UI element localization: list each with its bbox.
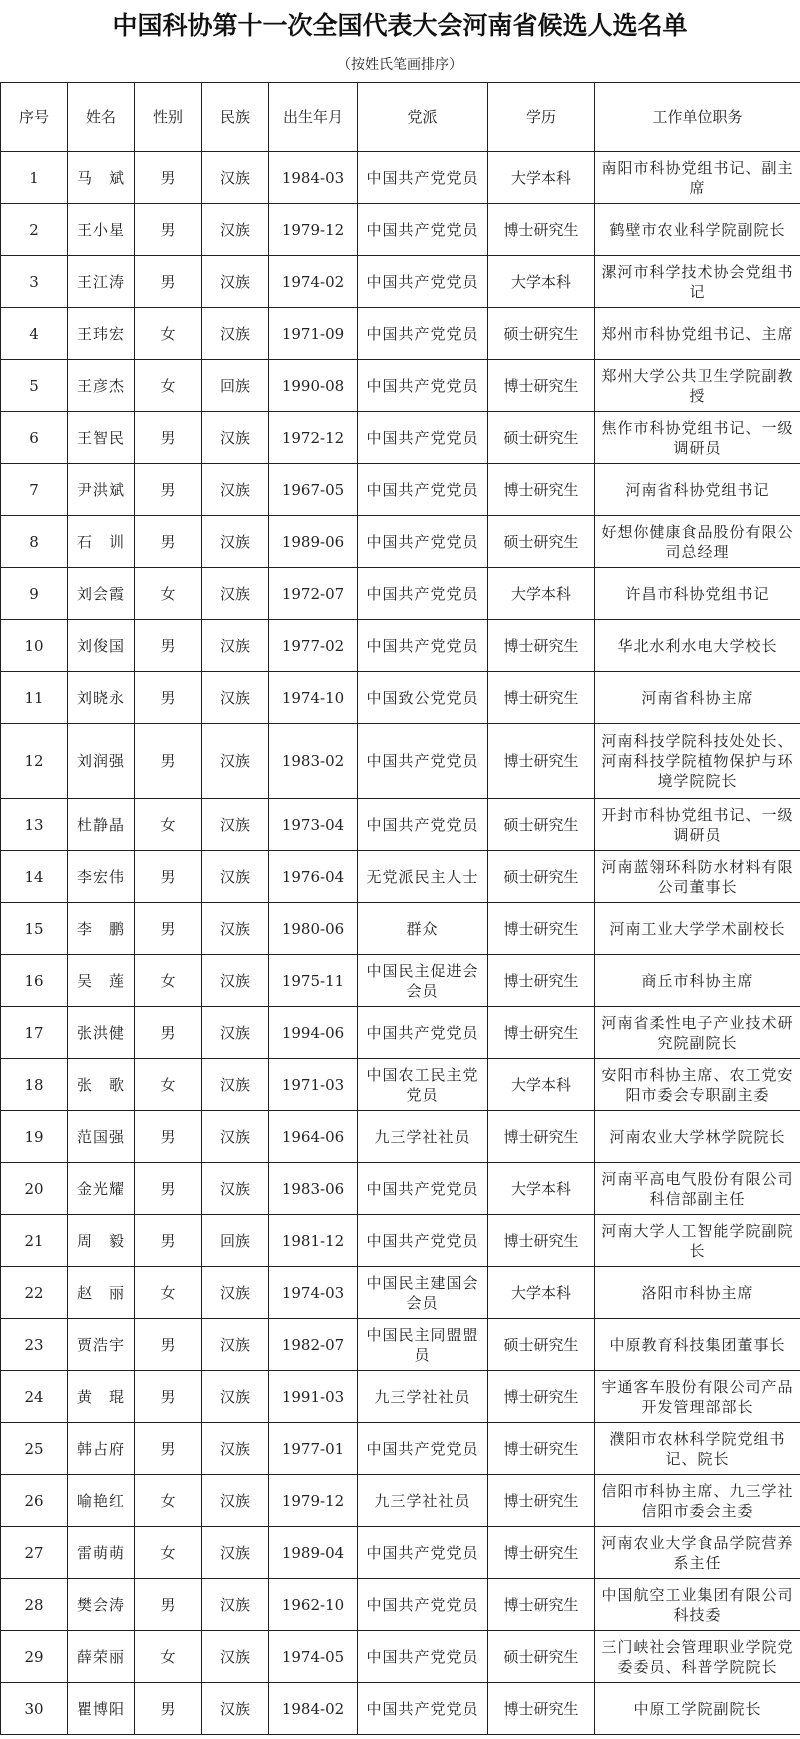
row-number: 28 <box>1 1579 68 1631</box>
gender-cell: 男 <box>135 1163 202 1215</box>
ethnicity-cell: 回族 <box>202 360 269 412</box>
row-number: 18 <box>1 1059 68 1111</box>
unit-cell: 中原工学院副院长 <box>595 1683 800 1735</box>
birth-cell: 1972-07 <box>269 568 358 620</box>
education-cell: 大学本科 <box>488 152 595 204</box>
gender-cell: 女 <box>135 308 202 360</box>
party-cell: 中国共产党党员 <box>358 308 488 360</box>
birth-cell: 1983-02 <box>269 724 358 799</box>
row-number: 14 <box>1 851 68 903</box>
party-cell: 中国共产党党员 <box>358 204 488 256</box>
education-cell: 硕士研究生 <box>488 799 595 851</box>
gender-cell: 女 <box>135 1475 202 1527</box>
ethnicity-cell: 汉族 <box>202 851 269 903</box>
unit-cell: 南阳市科协党组书记、副主席 <box>595 152 800 204</box>
ethnicity-cell: 汉族 <box>202 1111 269 1163</box>
row-number: 17 <box>1 1007 68 1059</box>
row-number: 22 <box>1 1267 68 1319</box>
table-row <box>1 672 800 724</box>
name-cell: 尹洪斌 <box>68 464 135 516</box>
row-number: 23 <box>1 1319 68 1371</box>
ethnicity-cell: 汉族 <box>202 1371 269 1423</box>
unit-cell: 鹤壁市农业科学院副院长 <box>595 204 800 256</box>
name-cell: 石 训 <box>68 516 135 568</box>
name-cell: 李 鹏 <box>68 903 135 955</box>
education-cell: 博士研究生 <box>488 360 595 412</box>
unit-cell: 河南蓝翎环科防水材料有限公司董事长 <box>595 851 800 903</box>
education-cell: 硕士研究生 <box>488 412 595 464</box>
party-cell: 中国共产党党员 <box>358 799 488 851</box>
name-cell: 喻艳红 <box>68 1475 135 1527</box>
ethnicity-cell: 汉族 <box>202 799 269 851</box>
unit-cell: 河南大学人工智能学院副院长 <box>595 1215 800 1267</box>
unit-cell: 安阳市科协主席、农工党安阳市委会专职副主委 <box>595 1059 800 1111</box>
table-row <box>1 308 800 360</box>
gender-cell: 男 <box>135 1215 202 1267</box>
row-number: 8 <box>1 516 68 568</box>
table-row <box>1 516 800 568</box>
row-number: 13 <box>1 799 68 851</box>
unit-cell: 河南省科协党组书记 <box>595 464 800 516</box>
birth-cell: 1991-03 <box>269 1371 358 1423</box>
ethnicity-cell: 汉族 <box>202 1475 269 1527</box>
education-cell: 硕士研究生 <box>488 516 595 568</box>
education-cell: 硕士研究生 <box>488 1631 595 1683</box>
birth-cell: 1977-02 <box>269 620 358 672</box>
table-row <box>1 1163 800 1215</box>
name-cell: 王智民 <box>68 412 135 464</box>
row-number: 10 <box>1 620 68 672</box>
name-cell: 张 歌 <box>68 1059 135 1111</box>
education-cell: 博士研究生 <box>488 464 595 516</box>
name-cell: 杜静晶 <box>68 799 135 851</box>
gender-cell: 女 <box>135 360 202 412</box>
name-cell: 贾浩宇 <box>68 1319 135 1371</box>
name-cell: 赵 丽 <box>68 1267 135 1319</box>
gender-cell: 女 <box>135 1059 202 1111</box>
header-gender: 性别 <box>135 83 202 152</box>
row-number: 4 <box>1 308 68 360</box>
name-cell: 张洪健 <box>68 1007 135 1059</box>
unit-cell: 河南平高电气股份有限公司科信部副主任 <box>595 1163 800 1215</box>
table-row <box>1 464 800 516</box>
name-cell: 王玮宏 <box>68 308 135 360</box>
education-cell: 博士研究生 <box>488 724 595 799</box>
table-row <box>1 1215 800 1267</box>
gender-cell: 男 <box>135 204 202 256</box>
birth-cell: 1983-06 <box>269 1163 358 1215</box>
table-row <box>1 412 800 464</box>
row-number: 29 <box>1 1631 68 1683</box>
unit-cell: 许昌市科协党组书记 <box>595 568 800 620</box>
party-cell: 中国共产党党员 <box>358 516 488 568</box>
header-ethnicity: 民族 <box>202 83 269 152</box>
ethnicity-cell: 汉族 <box>202 672 269 724</box>
party-cell: 中国共产党党员 <box>358 1579 488 1631</box>
table-row <box>1 724 800 799</box>
ethnicity-cell: 汉族 <box>202 1163 269 1215</box>
education-cell: 大学本科 <box>488 256 595 308</box>
ethnicity-cell: 汉族 <box>202 903 269 955</box>
table-row <box>1 1371 800 1423</box>
name-cell: 范国强 <box>68 1111 135 1163</box>
candidate-table <box>0 82 800 1735</box>
name-cell: 刘润强 <box>68 724 135 799</box>
party-cell: 中国共产党党员 <box>358 1163 488 1215</box>
name-cell: 马 斌 <box>68 152 135 204</box>
education-cell: 硕士研究生 <box>488 308 595 360</box>
ethnicity-cell: 汉族 <box>202 1267 269 1319</box>
document-subtitle: （按姓氏笔画排序） <box>337 57 463 73</box>
education-cell: 博士研究生 <box>488 204 595 256</box>
row-number: 9 <box>1 568 68 620</box>
ethnicity-cell: 汉族 <box>202 1631 269 1683</box>
birth-cell: 1984-03 <box>269 152 358 204</box>
header-education: 学历 <box>488 83 595 152</box>
birth-cell: 1974-03 <box>269 1267 358 1319</box>
ethnicity-cell: 汉族 <box>202 204 269 256</box>
row-number: 6 <box>1 412 68 464</box>
ethnicity-cell: 汉族 <box>202 620 269 672</box>
name-cell: 刘晓永 <box>68 672 135 724</box>
table-row <box>1 360 800 412</box>
unit-cell: 商丘市科协主席 <box>595 955 800 1007</box>
gender-cell: 男 <box>135 903 202 955</box>
table-row <box>1 851 800 903</box>
table-row <box>1 620 800 672</box>
gender-cell: 男 <box>135 724 202 799</box>
unit-cell: 河南农业大学食品学院营养系主任 <box>595 1527 800 1579</box>
party-cell: 中国民主同盟盟员 <box>358 1319 488 1371</box>
row-number: 15 <box>1 903 68 955</box>
row-number: 5 <box>1 360 68 412</box>
party-cell: 九三学社社员 <box>358 1111 488 1163</box>
party-cell: 中国共产党党员 <box>358 256 488 308</box>
ethnicity-cell: 汉族 <box>202 256 269 308</box>
row-number: 27 <box>1 1527 68 1579</box>
birth-cell: 1979-12 <box>269 204 358 256</box>
name-cell: 李宏伟 <box>68 851 135 903</box>
row-number: 12 <box>1 724 68 799</box>
education-cell: 博士研究生 <box>488 1007 595 1059</box>
table-row <box>1 1319 800 1371</box>
education-cell: 博士研究生 <box>488 1579 595 1631</box>
education-cell: 博士研究生 <box>488 903 595 955</box>
party-cell: 中国共产党党员 <box>358 464 488 516</box>
unit-cell: 河南农业大学林学院院长 <box>595 1111 800 1163</box>
unit-cell: 郑州市科协党组书记、主席 <box>595 308 800 360</box>
gender-cell: 男 <box>135 1371 202 1423</box>
header-unit: 工作单位职务 <box>595 83 800 152</box>
gender-cell: 男 <box>135 1579 202 1631</box>
birth-cell: 1989-06 <box>269 516 358 568</box>
unit-cell: 河南省柔性电子产业技术研究院副院长 <box>595 1007 800 1059</box>
ethnicity-cell: 汉族 <box>202 1683 269 1735</box>
name-cell: 刘会霞 <box>68 568 135 620</box>
education-cell: 博士研究生 <box>488 1423 595 1475</box>
gender-cell: 男 <box>135 412 202 464</box>
ethnicity-cell: 汉族 <box>202 1423 269 1475</box>
birth-cell: 1982-07 <box>269 1319 358 1371</box>
gender-cell: 男 <box>135 1683 202 1735</box>
birth-cell: 1974-05 <box>269 1631 358 1683</box>
birth-cell: 1984-02 <box>269 1683 358 1735</box>
header-no: 序号 <box>1 83 68 152</box>
row-number: 19 <box>1 1111 68 1163</box>
header-name: 姓名 <box>68 83 135 152</box>
unit-cell: 宇通客车股份有限公司产品开发管理部部长 <box>595 1371 800 1423</box>
name-cell: 王江涛 <box>68 256 135 308</box>
name-cell: 樊会涛 <box>68 1579 135 1631</box>
gender-cell: 男 <box>135 1423 202 1475</box>
row-number: 3 <box>1 256 68 308</box>
ethnicity-cell: 回族 <box>202 1215 269 1267</box>
row-number: 26 <box>1 1475 68 1527</box>
education-cell: 博士研究生 <box>488 955 595 1007</box>
birth-cell: 1971-09 <box>269 308 358 360</box>
header-party: 党派 <box>358 83 488 152</box>
party-cell: 中国共产党党员 <box>358 724 488 799</box>
gender-cell: 男 <box>135 1319 202 1371</box>
birth-cell: 1974-10 <box>269 672 358 724</box>
gender-cell: 男 <box>135 620 202 672</box>
party-cell: 中国共产党党员 <box>358 1683 488 1735</box>
education-cell: 硕士研究生 <box>488 851 595 903</box>
gender-cell: 女 <box>135 1267 202 1319</box>
education-cell: 硕士研究生 <box>488 1319 595 1371</box>
gender-cell: 男 <box>135 464 202 516</box>
unit-cell: 三门峡社会管理职业学院党委委员、科普学院院长 <box>595 1631 800 1683</box>
table-row <box>1 1267 800 1319</box>
table-row <box>1 152 800 204</box>
unit-cell: 河南科技学院科技处处长、河南科技学院植物保护与环境学院院长 <box>595 724 800 799</box>
unit-cell: 中原教育科技集团董事长 <box>595 1319 800 1371</box>
gender-cell: 男 <box>135 851 202 903</box>
birth-cell: 1979-12 <box>269 1475 358 1527</box>
ethnicity-cell: 汉族 <box>202 412 269 464</box>
gender-cell: 男 <box>135 672 202 724</box>
gender-cell: 女 <box>135 799 202 851</box>
unit-cell: 郑州大学公共卫生学院副教授 <box>595 360 800 412</box>
education-cell: 博士研究生 <box>488 620 595 672</box>
document-title: 中国科协第十一次全国代表大会河南省候选人选名单 <box>112 11 688 40</box>
gender-cell: 男 <box>135 1007 202 1059</box>
table-body <box>1 152 800 1735</box>
name-cell: 黄 琨 <box>68 1371 135 1423</box>
birth-cell: 1994-06 <box>269 1007 358 1059</box>
unit-cell: 河南工业大学学术副校长 <box>595 903 800 955</box>
party-cell: 中国共产党党员 <box>358 1215 488 1267</box>
education-cell: 博士研究生 <box>488 1475 595 1527</box>
table-header-row <box>1 83 800 152</box>
unit-cell: 信阳市科协主席、九三学社信阳市委会主委 <box>595 1475 800 1527</box>
unit-cell: 濮阳市农林科学院党组书记、院长 <box>595 1423 800 1475</box>
party-cell: 中国共产党党员 <box>358 568 488 620</box>
ethnicity-cell: 汉族 <box>202 516 269 568</box>
education-cell: 大学本科 <box>488 1163 595 1215</box>
row-number: 16 <box>1 955 68 1007</box>
name-cell: 王彦杰 <box>68 360 135 412</box>
party-cell: 中国共产党党员 <box>358 1007 488 1059</box>
row-number: 20 <box>1 1163 68 1215</box>
table-row <box>1 1423 800 1475</box>
table-row <box>1 955 800 1007</box>
table-row <box>1 1579 800 1631</box>
unit-cell: 华北水利水电大学校长 <box>595 620 800 672</box>
gender-cell: 女 <box>135 568 202 620</box>
gender-cell: 男 <box>135 152 202 204</box>
birth-cell: 1964-06 <box>269 1111 358 1163</box>
party-cell: 中国致公党党员 <box>358 672 488 724</box>
unit-cell: 好想你健康食品股份有限公司总经理 <box>595 516 800 568</box>
ethnicity-cell: 汉族 <box>202 568 269 620</box>
party-cell: 中国民主促进会会员 <box>358 955 488 1007</box>
birth-cell: 1976-04 <box>269 851 358 903</box>
ethnicity-cell: 汉族 <box>202 1527 269 1579</box>
ethnicity-cell: 汉族 <box>202 1059 269 1111</box>
birth-cell: 1989-04 <box>269 1527 358 1579</box>
party-cell: 中国共产党党员 <box>358 1631 488 1683</box>
table-row <box>1 1683 800 1735</box>
name-cell: 吴 莲 <box>68 955 135 1007</box>
name-cell: 韩占府 <box>68 1423 135 1475</box>
party-cell: 中国共产党党员 <box>358 152 488 204</box>
row-number: 24 <box>1 1371 68 1423</box>
birth-cell: 1973-04 <box>269 799 358 851</box>
table-row <box>1 799 800 851</box>
birth-cell: 1990-08 <box>269 360 358 412</box>
unit-cell: 中国航空工业集团有限公司科技委 <box>595 1579 800 1631</box>
unit-cell: 焦作市科协党组书记、一级调研员 <box>595 412 800 464</box>
table-row <box>1 1475 800 1527</box>
ethnicity-cell: 汉族 <box>202 1319 269 1371</box>
ethnicity-cell: 汉族 <box>202 1579 269 1631</box>
row-number: 21 <box>1 1215 68 1267</box>
education-cell: 博士研究生 <box>488 1215 595 1267</box>
row-number: 1 <box>1 152 68 204</box>
party-cell: 中国共产党党员 <box>358 620 488 672</box>
party-cell: 九三学社社员 <box>358 1371 488 1423</box>
birth-cell: 1980-06 <box>269 903 358 955</box>
name-cell: 刘俊国 <box>68 620 135 672</box>
unit-cell: 开封市科协党组书记、一级调研员 <box>595 799 800 851</box>
ethnicity-cell: 汉族 <box>202 152 269 204</box>
birth-cell: 1975-11 <box>269 955 358 1007</box>
birth-cell: 1977-01 <box>269 1423 358 1475</box>
gender-cell: 女 <box>135 1527 202 1579</box>
table-row <box>1 256 800 308</box>
table-row <box>1 204 800 256</box>
gender-cell: 女 <box>135 1631 202 1683</box>
party-cell: 九三学社社员 <box>358 1475 488 1527</box>
birth-cell: 1981-12 <box>269 1215 358 1267</box>
table-row <box>1 1111 800 1163</box>
birth-cell: 1971-03 <box>269 1059 358 1111</box>
name-cell: 雷萌萌 <box>68 1527 135 1579</box>
ethnicity-cell: 汉族 <box>202 955 269 1007</box>
party-cell: 中国共产党党员 <box>358 360 488 412</box>
unit-cell: 河南省科协主席 <box>595 672 800 724</box>
birth-cell: 1974-02 <box>269 256 358 308</box>
party-cell: 群众 <box>358 903 488 955</box>
party-cell: 中国共产党党员 <box>358 412 488 464</box>
name-cell: 薛荣丽 <box>68 1631 135 1683</box>
ethnicity-cell: 汉族 <box>202 1007 269 1059</box>
party-cell: 中国共产党党员 <box>358 1527 488 1579</box>
party-cell: 无党派民主人士 <box>358 851 488 903</box>
ethnicity-cell: 汉族 <box>202 724 269 799</box>
gender-cell: 男 <box>135 1111 202 1163</box>
row-number: 11 <box>1 672 68 724</box>
name-cell: 王小星 <box>68 204 135 256</box>
birth-cell: 1962-10 <box>269 1579 358 1631</box>
table-row <box>1 903 800 955</box>
party-cell: 中国民主建国会会员 <box>358 1267 488 1319</box>
row-number: 2 <box>1 204 68 256</box>
ethnicity-cell: 汉族 <box>202 308 269 360</box>
table-row <box>1 1631 800 1683</box>
header-birth: 出生年月 <box>269 83 358 152</box>
row-number: 7 <box>1 464 68 516</box>
gender-cell: 女 <box>135 955 202 1007</box>
birth-cell: 1972-12 <box>269 412 358 464</box>
table-row <box>1 1007 800 1059</box>
row-number: 25 <box>1 1423 68 1475</box>
birth-cell: 1967-05 <box>269 464 358 516</box>
education-cell: 大学本科 <box>488 1059 595 1111</box>
education-cell: 大学本科 <box>488 568 595 620</box>
education-cell: 博士研究生 <box>488 672 595 724</box>
unit-cell: 洛阳市科协主席 <box>595 1267 800 1319</box>
ethnicity-cell: 汉族 <box>202 464 269 516</box>
table-row <box>1 568 800 620</box>
party-cell: 中国共产党党员 <box>358 1423 488 1475</box>
education-cell: 博士研究生 <box>488 1683 595 1735</box>
name-cell: 金光耀 <box>68 1163 135 1215</box>
unit-cell: 漯河市科学技术协会党组书记 <box>595 256 800 308</box>
name-cell: 瞿博阳 <box>68 1683 135 1735</box>
gender-cell: 男 <box>135 256 202 308</box>
party-cell: 中国农工民主党党员 <box>358 1059 488 1111</box>
education-cell: 博士研究生 <box>488 1111 595 1163</box>
gender-cell: 男 <box>135 516 202 568</box>
education-cell: 大学本科 <box>488 1267 595 1319</box>
table-row <box>1 1527 800 1579</box>
table-row <box>1 1059 800 1111</box>
name-cell: 周 毅 <box>68 1215 135 1267</box>
education-cell: 博士研究生 <box>488 1527 595 1579</box>
row-number: 30 <box>1 1683 68 1735</box>
education-cell: 博士研究生 <box>488 1371 595 1423</box>
